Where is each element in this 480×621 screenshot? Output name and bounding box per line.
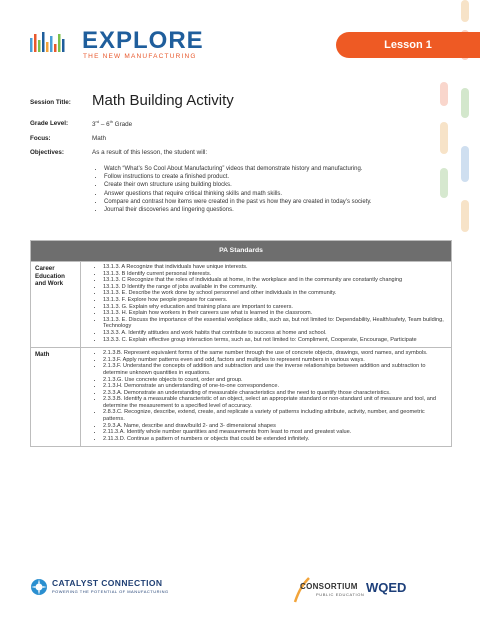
table-header: PA Standards (31, 241, 451, 261)
list-item: • 13.1.3. A Recognize that individuals have unique interests. (103, 264, 445, 271)
list-item: • 13.1.3. E. Discuss the importance of the essential workplace skills, such as, but not limited to: Dependability, Health/safety, Team building, Technology (103, 317, 445, 330)
list-item: • 2.1.3.B. Represent equivalent forms of the same number through the use of concrete objects, drawings, word names, and symbols. (103, 350, 445, 357)
table-row (31, 347, 451, 446)
list-item: • Follow instructions to create a finished product. (104, 174, 444, 181)
catalyst-tagline: POWERING THE POTENTIAL OF MANUFACTURING (52, 589, 169, 594)
consortium-subtitle: PUBLIC EDUCATION (316, 592, 365, 597)
list-item: • 13.1.3. D Identify the range of jobs available in the community. (103, 284, 445, 291)
standards-list (81, 348, 451, 446)
list-item: • 2.11.3.D. Continue a pattern of numbers or objects that could be extended infinitely. (103, 436, 445, 443)
objectives-label: Objectives: (30, 149, 64, 156)
focus-value: Math (92, 135, 106, 142)
list-item: • 13.1.3. G. Explain why education and training plans are important to careers. (103, 304, 445, 311)
list-item: • 2.3.3.B. Identify a measurable characteristic of an object, select an appropriate standard or non-standard unit of measure and tool, and determine the measurement to a specified level of accuracy. (103, 396, 445, 409)
list-item: • Answer questions that require critical thinking skills and math skills. (104, 191, 444, 198)
standards-list (81, 262, 451, 347)
objectives-intro: As a result of this lesson, the student will: (92, 149, 208, 156)
table-row (31, 261, 451, 347)
list-item: • 13.3.3. A. Identify attitudes and work habits that contribute to success at home and school. (103, 330, 445, 337)
catalyst-logo-icon (30, 578, 48, 596)
list-item: • 13.3.3. C. Explain effective group interaction terms, such as, but not limited to: Compliment, Cooperate, Encourage, Participate (103, 337, 445, 344)
row-category: Career Education and Work (31, 262, 81, 347)
catalyst-name: CATALYST CONNECTION (52, 578, 163, 588)
lesson-badge (336, 32, 480, 58)
list-item: • 13.1.3. C Recognize that the roles of individuals at home, in the workplace and in the community are constantly changing (103, 277, 445, 284)
logo-title: EXPLORE (82, 27, 204, 54)
wqed-logo: WQED (366, 580, 407, 595)
list-item: • 13.1.3. H. Explain how workers in their careers use what is learned in the classroom. (103, 310, 445, 317)
row-category: Math (31, 348, 81, 446)
list-item: • Watch “What’s So Cool About Manufacturing” videos that demonstrate history and manufacturing. (104, 166, 444, 173)
list-item: • 2.1.3.F. Understand the concepts of addition and subtraction and use the inverse relationships between addition and subtraction to determine unknown quantities in equations. (103, 363, 445, 376)
logo-subtitle: THE NEW MANUFACTURING (83, 53, 197, 60)
grade-level-value: 3rd – 6th Grade (92, 119, 133, 129)
list-item: • 13.1.3. B Identify current personal interests. (103, 271, 445, 278)
list-item: • 2.3.3.A. Demonstrate an understanding of measurable characteristics and the need to quantify those characteristics. (103, 390, 445, 397)
list-item: • 2.1.3.H. Demonstrate an understanding of one-to-one correspondence. (103, 383, 445, 390)
lesson-label: Lesson 1 (384, 39, 432, 51)
list-item: • 2.1.3.G. Use concrete objects to count, order and group. (103, 377, 445, 384)
session-title-label: Session Title: (30, 99, 71, 106)
session-title: Math Building Activity (92, 92, 234, 109)
focus-label: Focus: (30, 135, 51, 142)
list-item: • 2.11.3.A. Identify whole number quantities and measurements from least to most and greatest value. (103, 429, 445, 436)
objectives-list (92, 166, 444, 215)
list-item: • 13.1.3. E. Describe the work done by school personnel and other individuals in the community. (103, 290, 445, 297)
list-item: • 2.9.3.A. Name, describe and draw/build 2- and 3- dimensional shapes (103, 423, 445, 430)
grade-level-label: Grade Level: (30, 120, 69, 127)
list-item: • 2.8.3.C. Recognize, describe, extend, create, and replicate a variety of patterns including attribute, activity, number, and geometric patterns. (103, 409, 445, 422)
consortium-name: CONSORTIUM (300, 582, 358, 591)
standards-table (30, 240, 452, 447)
list-item: • Compare and contrast how items were created in the past vs how they are created in today’s society. (104, 199, 444, 206)
list-item: • 2.1.3.F. Apply number patterns even and odd, factors and multiples to represent numbers in various ways. (103, 357, 445, 364)
list-item: • Create their own structure using building blocks. (104, 182, 444, 189)
list-item: • Journal their discoveries and lingering questions. (104, 207, 444, 214)
list-item: • 13.1.3. F. Explore how people prepare for careers. (103, 297, 445, 304)
explore-logo-bars-icon (30, 30, 72, 56)
